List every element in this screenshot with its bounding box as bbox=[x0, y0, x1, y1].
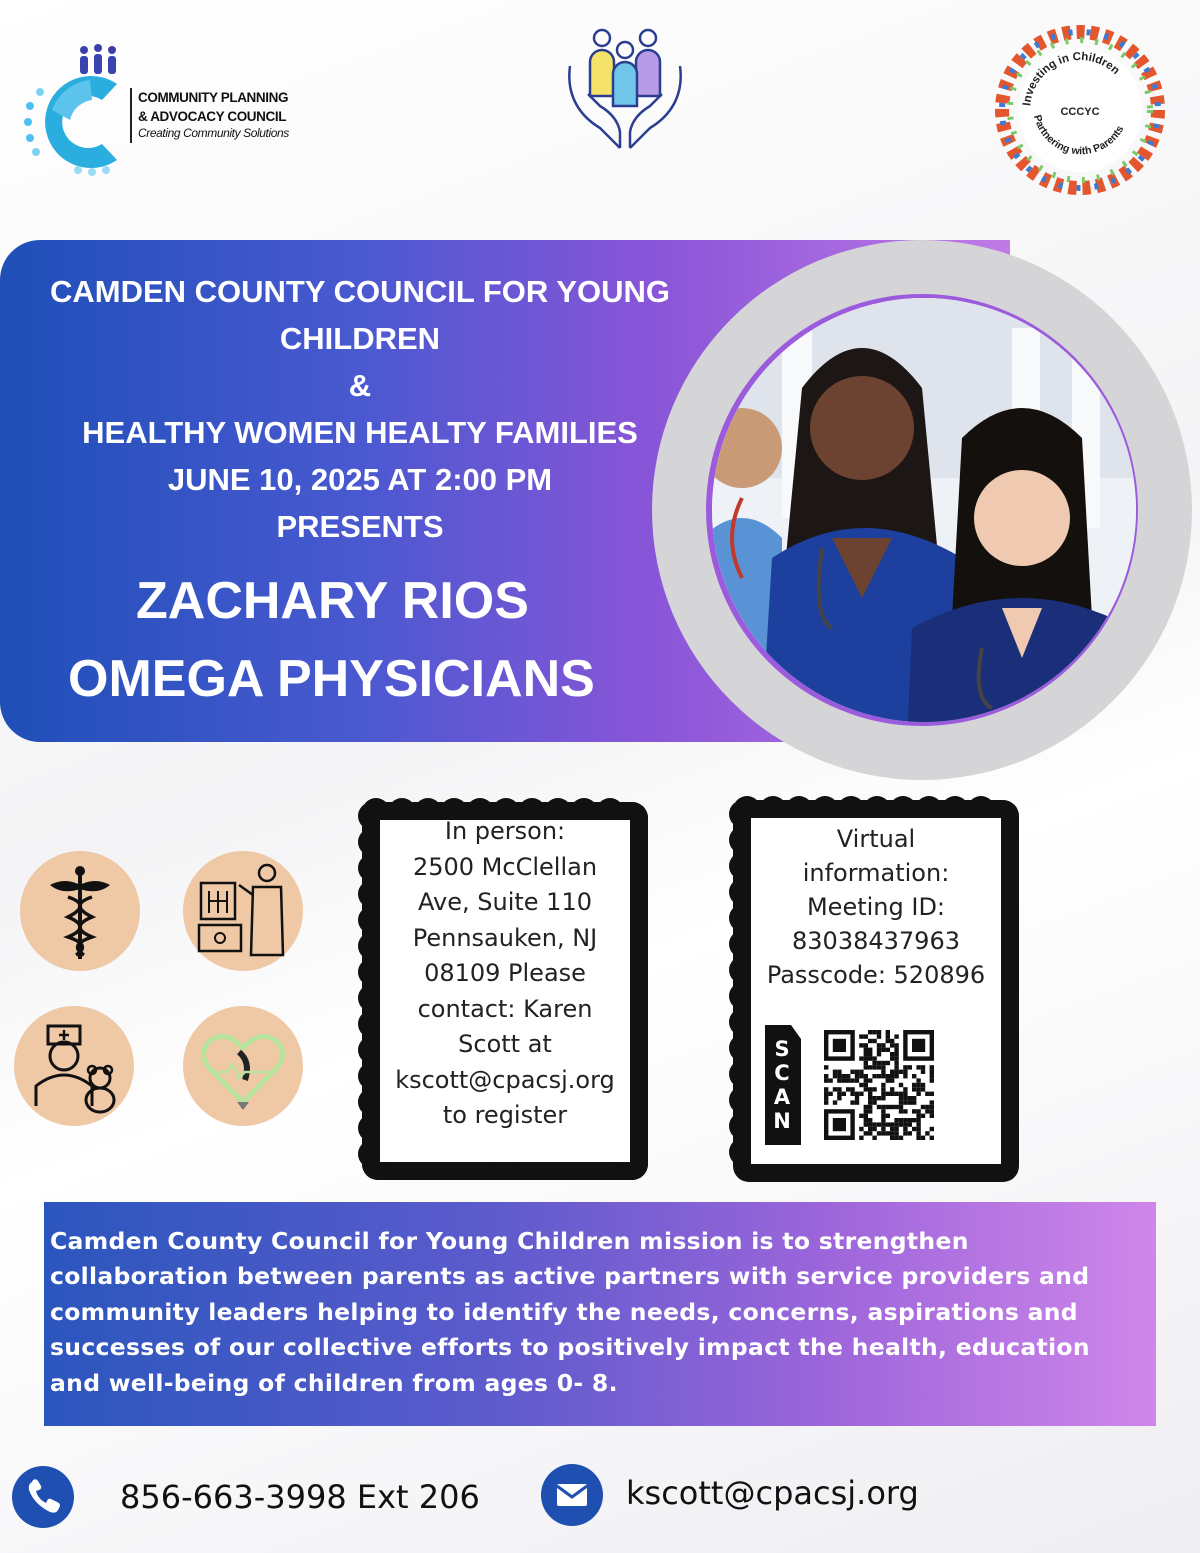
passcode: Passcode: 520896 bbox=[766, 961, 986, 989]
mission-statement-box bbox=[44, 1202, 1156, 1426]
cccyc-center-text: CCCYC bbox=[1060, 106, 1100, 118]
in-person-line: 08109 Please bbox=[424, 959, 586, 987]
banner-line6: PRESENTS bbox=[276, 509, 444, 544]
virtual-line: Meeting ID: bbox=[806, 893, 946, 921]
cpac-line2: & ADVOCACY COUNCIL bbox=[138, 109, 287, 124]
in-person-line: Scott at bbox=[458, 1030, 552, 1058]
cpac-line1: COMMUNITY PLANNING bbox=[138, 90, 289, 105]
in-person-line: to register bbox=[442, 1101, 568, 1129]
banner-text bbox=[20, 268, 700, 718]
in-person-line: In person: bbox=[444, 817, 566, 845]
heart-care-icon bbox=[183, 1006, 303, 1126]
contact-email[interactable]: kscott@cpacsj.org bbox=[626, 1474, 919, 1512]
family-hands-icon bbox=[560, 16, 690, 156]
in-person-line: contact: Karen bbox=[417, 994, 593, 1023]
cpac-tagline: Creating Community Solutions bbox=[138, 126, 289, 140]
virtual-line: Virtual bbox=[836, 825, 916, 853]
doctor-xray-icon bbox=[183, 851, 303, 971]
scan-letter: A bbox=[773, 1085, 791, 1109]
in-person-details bbox=[380, 814, 630, 1134]
cccyc-logo bbox=[990, 18, 1170, 198]
virtual-details bbox=[751, 818, 1001, 992]
nurses-photo bbox=[712, 298, 1136, 722]
qr-code[interactable] bbox=[824, 1030, 934, 1140]
phone-number[interactable]: 856-663-3998 Ext 206 bbox=[120, 1478, 480, 1516]
in-person-line: Pennsauken, NJ bbox=[412, 923, 598, 952]
in-person-line: 2500 McClellan bbox=[412, 852, 598, 881]
cccyc-top-text: Investing in Children bbox=[1021, 50, 1122, 107]
banner-line4: HEALTHY WOMEN HEALTY FAMILIES bbox=[82, 415, 638, 450]
scan-label bbox=[765, 1025, 801, 1145]
email-icon bbox=[541, 1464, 603, 1526]
registration-email[interactable]: kscott@cpacsj.org bbox=[395, 1065, 615, 1094]
banner-line3: & bbox=[348, 368, 372, 403]
pediatric-doctor-teddy-icon bbox=[14, 1006, 134, 1126]
cpac-c-mark-icon bbox=[22, 40, 132, 180]
speaker-name: ZACHARY RIOS bbox=[136, 572, 529, 630]
cccyc-bottom-text: Partnering with Parents bbox=[1030, 113, 1127, 158]
meeting-id: 83038437963 bbox=[792, 927, 960, 955]
banner-line1: CAMDEN COUNTY COUNCIL FOR YOUNG bbox=[49, 274, 671, 309]
banner-line5: JUNE 10, 2025 AT 2:00 PM bbox=[167, 462, 553, 497]
cpac-wordmark bbox=[130, 88, 289, 143]
scan-letter: N bbox=[773, 1109, 791, 1133]
in-person-line: Ave, Suite 110 bbox=[418, 888, 592, 916]
speaker-organization: OMEGA PHYSICIANS bbox=[68, 650, 595, 708]
scan-letter: S bbox=[774, 1037, 790, 1061]
phone-icon bbox=[12, 1466, 74, 1528]
mission-text: Camden County Council for Young Children mission is to strengthen collaboration between parents as active partners with service providers and community leaders helping to identify the needs, concerns, aspirations and successes of our collective efforts to positively impact the health, education and well-being of children from ages 0- 8. bbox=[50, 1227, 1090, 1397]
caduceus-icon bbox=[20, 851, 140, 971]
virtual-line: information: bbox=[802, 859, 950, 887]
in-person-box bbox=[380, 817, 630, 1162]
banner-line2: CHILDREN bbox=[279, 321, 441, 356]
scan-letter: C bbox=[774, 1061, 790, 1085]
